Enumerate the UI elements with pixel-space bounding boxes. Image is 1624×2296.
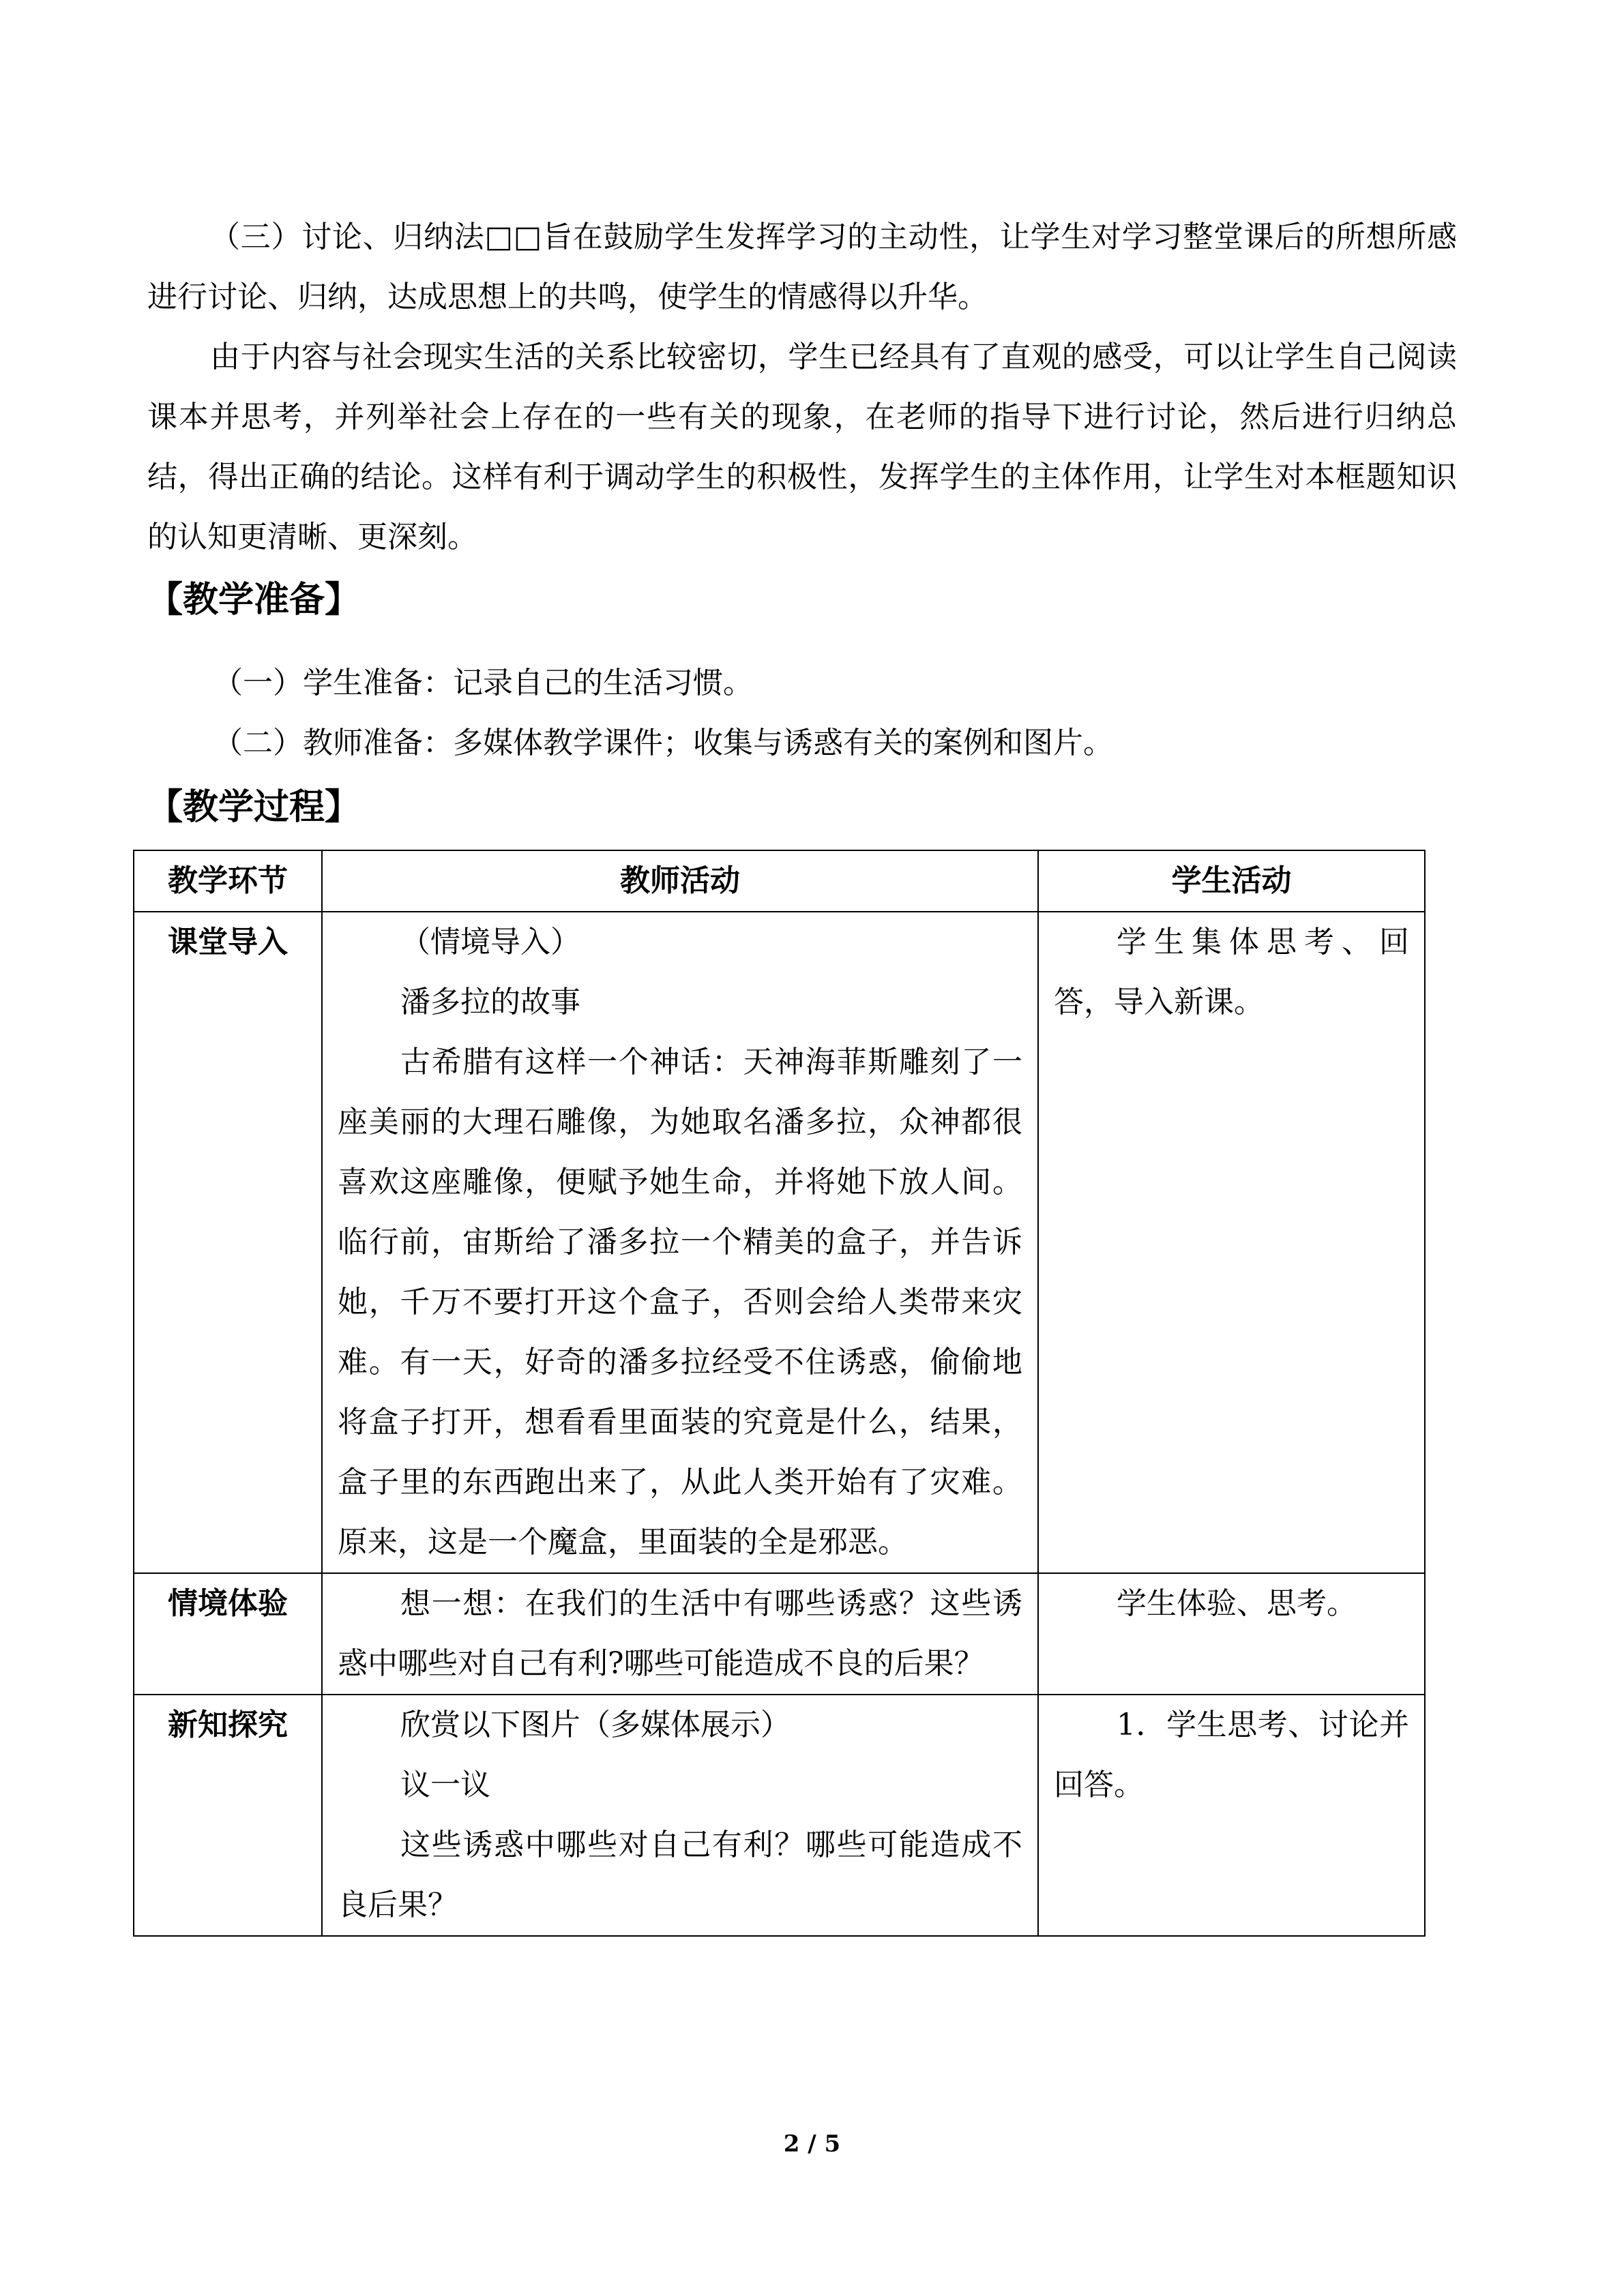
teacher-activity-cell <box>322 912 1038 1573</box>
teacher-activity-line: 潘多拉的故事 <box>400 985 580 1019</box>
teacher-activity-line: 这些诱惑中哪些对自己有利？哪些可能造成不良后果？ <box>338 1828 1022 1922</box>
page-number: 2 / 5 <box>783 2130 841 2158</box>
teacher-activity-line: 欣赏以下图片（多媒体展示） <box>400 1708 791 1742</box>
teaching-process-table <box>133 850 1426 1937</box>
header-student-activity: 学生活动 <box>1038 850 1425 912</box>
teacher-activity-cell <box>322 1695 1038 1936</box>
table-header-row <box>134 850 1425 912</box>
method-paragraph: （三）讨论、归纳法□□旨在鼓励学生发挥学习的主动性，让学生对学习整堂课后的所想所感进行讨论、归纳，达成思想上的共鸣，使学生的情感得以升华。 <box>147 220 1457 314</box>
table-row <box>134 1573 1425 1695</box>
student-activity-text: 学生集体思考、回答，导入新课。 <box>1054 925 1409 1019</box>
table-row <box>134 912 1425 1573</box>
header-teacher-activity: 教师活动 <box>322 850 1038 912</box>
table-row <box>134 1695 1425 1936</box>
student-activity-cell <box>1038 1695 1425 1936</box>
teacher-activity-line: （情境导入） <box>400 925 580 959</box>
student-preparation: （一）学生准备：记录自己的生活习惯。 <box>213 666 753 700</box>
preparation-heading: 【教学准备】 <box>147 580 361 621</box>
student-activity-text: 1．学生思考、讨论并回答。 <box>1054 1708 1409 1802</box>
header-stage: 教学环节 <box>134 850 322 912</box>
teacher-activity-line: 古希腊有这样一个神话：天神海菲斯雕刻了一座美丽的大理石雕像，为她取名潘多拉，众神都很喜欢这座雕像，便赋予她生命，并将她下放人间。临行前，宙斯给了潘多拉一个精美的盒子，并告诉她，千万不要打开这个盒子，否则会给人类带来灾难。有一天，好奇的潘多拉经受不住诱惑，偷偷地将盒子打开，想看看里面装的究竟是什么，结果，盒子里的东西跑出来了，从此人类开始有了灾难。原来，这是一个魔盒，里面装的全是邪恶。 <box>338 1045 1022 1560</box>
student-activity-text: 学生体验、思考。 <box>1117 1586 1357 1621</box>
stage-cell: 新知探究 <box>134 1695 322 1936</box>
stage-cell: 课堂导入 <box>134 912 322 1573</box>
stage-cell: 情境体验 <box>134 1573 322 1695</box>
teacher-preparation: （二）教师准备：多媒体教学课件；收集与诱惑有关的案例和图片。 <box>213 726 1113 760</box>
student-activity-cell <box>1038 1573 1425 1695</box>
teacher-activity-line: 想一想：在我们的生活中有哪些诱惑？这些诱惑中哪些对自己有利?哪些可能造成不良的后果？ <box>338 1586 1022 1681</box>
reason-paragraph: 由于内容与社会现实生活的关系比较密切，学生已经具有了直观的感受，可以让学生自己阅读课本并思考，并列举社会上存在的一些有关的现象，在老师的指导下进行讨论，然后进行归纳总结，得出正确的结论。这样有利于调动学生的积极性，发挥学生的主体作用，让学生对本框题知识的认知更清晰、更深刻。 <box>147 340 1457 554</box>
student-activity-cell <box>1038 912 1425 1573</box>
teacher-activity-cell <box>322 1573 1038 1695</box>
process-heading: 【教学过程】 <box>147 787 361 828</box>
teacher-activity-line: 议一议 <box>400 1768 490 1802</box>
